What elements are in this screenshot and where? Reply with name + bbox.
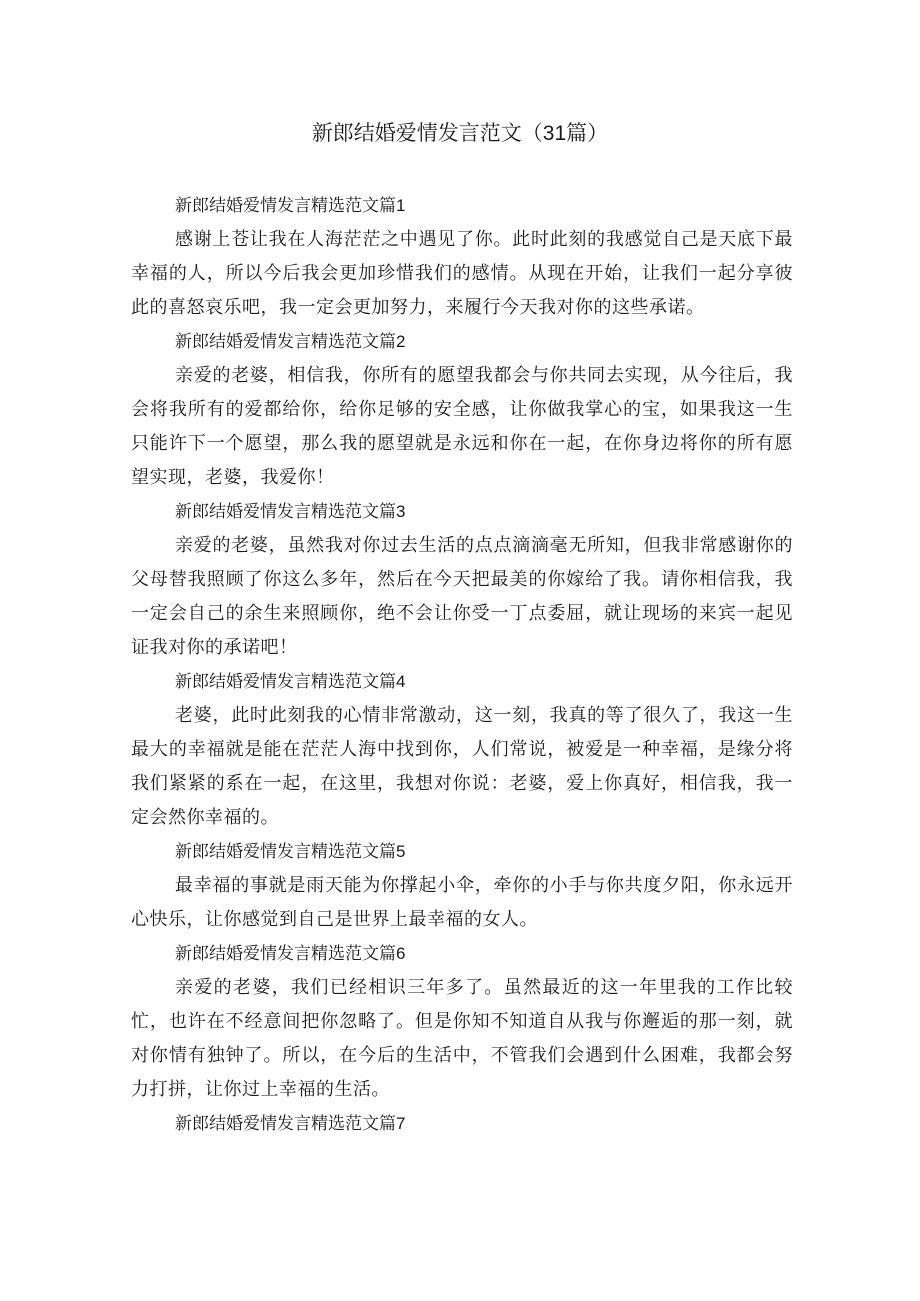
section-paragraph-2: 亲爱的老婆，相信我，你所有的愿望我都会与你共同去实现，从今往后，我会将我所有的爱都给你，给你足够的安全感，让你做我掌心的宝，如果我这一生只能许下一个愿望，那么我的愿望就是永远和你在一起，在你身边将你的所有愿望实现，老婆，我爱你！	[131, 365, 793, 488]
section-paragraph-3: 亲爱的老婆，虽然我对你过去生活的点点滴滴毫无所知，但我非常感谢你的父母替我照顾了你这么多年，然后在今天把最美的你嫁给了我。请你相信我，我一定会自己的余生来照顾你，绝不会让你受一丁点委屈，就让现场的来宾一起见证我对你的承诺吧！	[131, 535, 793, 658]
section-heading-4: 新郎结婚爱情发言精选范文篇4	[175, 672, 406, 691]
section-heading-5: 新郎结婚爱情发言精选范文篇5	[175, 842, 406, 861]
section-heading-2: 新郎结婚爱情发言精选范文篇2	[175, 332, 406, 351]
section-heading-7: 新郎结婚爱情发言精选范文篇7	[175, 1114, 406, 1133]
section-paragraph-5: 最幸福的事就是雨天能为你撑起小伞，牵你的小手与你共度夕阳，你永远开心快乐，让你感觉到自己是世界上最幸福的女人。	[131, 875, 793, 930]
document-body	[131, 189, 793, 1141]
section-heading-3: 新郎结婚爱情发言精选范文篇3	[175, 502, 406, 521]
document-title: 新郎结婚爱情发言范文（31篇）	[311, 122, 609, 145]
section-heading-6: 新郎结婚爱情发言精选范文篇6	[175, 944, 406, 963]
section-heading-1: 新郎结婚爱情发言精选范文篇1	[175, 196, 406, 215]
section-paragraph-6: 亲爱的老婆，我们已经相识三年多了。虽然最近的这一年里我的工作比较忙，也许在不经意间把你忽略了。但是你知不知道自从我与你邂逅的那一刻，就对你情有独钟了。所以，在今后的生活中，不管我们会遇到什么困难，我都会努力打拼，让你过上幸福的生活。	[131, 977, 793, 1100]
section-paragraph-1: 感谢上苍让我在人海茫茫之中遇见了你。此时此刻的我感觉自己是天底下最幸福的人，所以今后我会更加珍惜我们的感情。从现在开始，让我们一起分享彼此的喜怒哀乐吧，我一定会更加努力，来履行今天我对你的这些承诺。	[131, 229, 793, 318]
section-paragraph-4: 老婆，此时此刻我的心情非常激动，这一刻，我真的等了很久了，我这一生最大的幸福就是能在茫茫人海中找到你，人们常说，被爱是一种幸福，是缘分将我们紧紧的系在一起，在这里，我想对你说：老婆，爱上你真好，相信我，我一定会然你幸福的。	[131, 705, 793, 828]
